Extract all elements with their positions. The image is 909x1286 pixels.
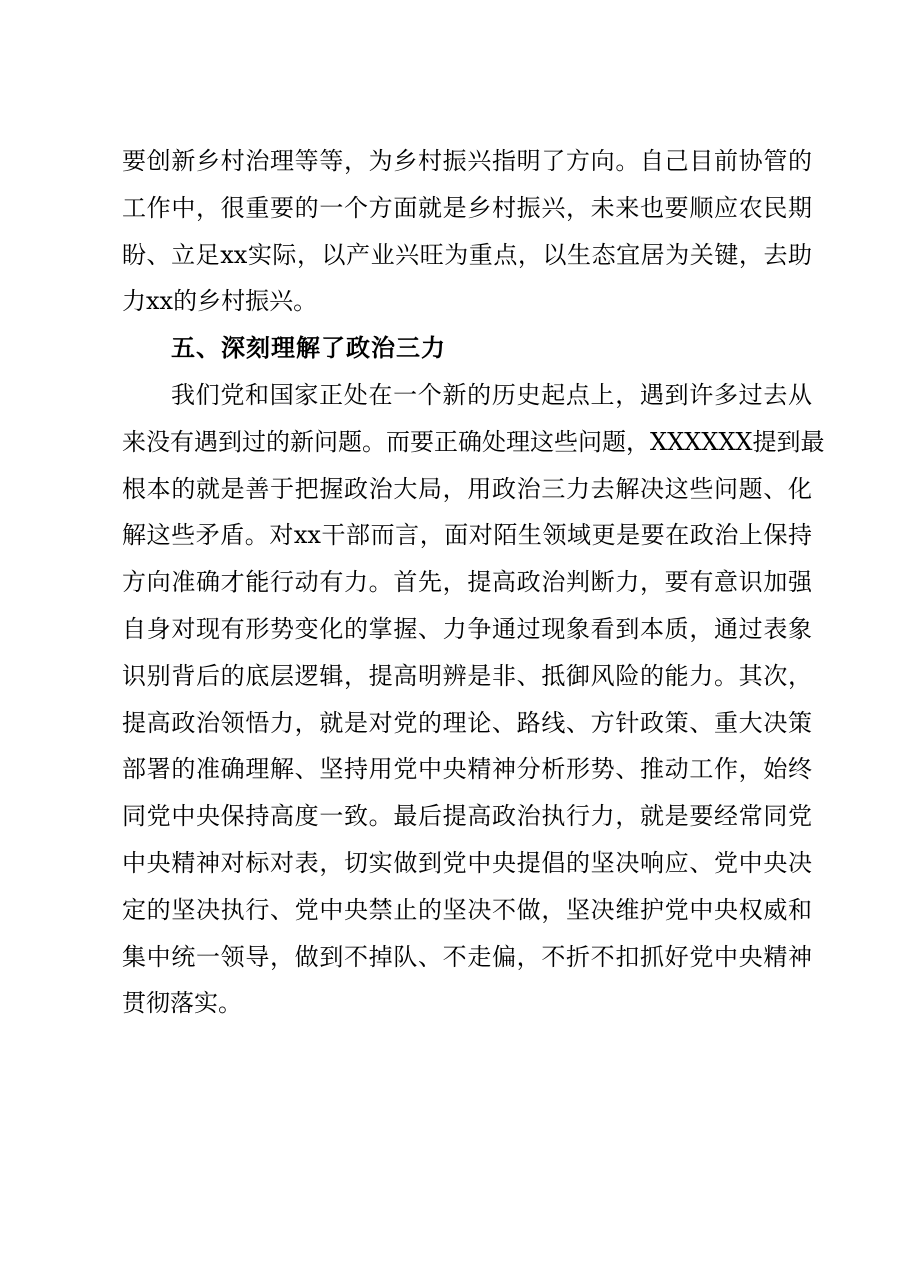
paragraph-line: 方向准确才能行动有力。首先，提高政治判断力，要有意识加强 [122, 568, 812, 597]
paragraph-line: 工作中，很重要的一个方面就是乡村振兴，未来也要顺应农民期 [122, 193, 812, 222]
paragraph-line: 盼、立足xx实际，以产业兴旺为重点，以生态宜居为关键，去助 [122, 240, 812, 269]
paragraph-line: 集中统一领导，做到不掉队、不走偏，不折不扣抓好党中央精神 [122, 942, 812, 971]
paragraph-line: 来没有遇到过的新问题。而要正确处理这些问题，XXXXXX提到最 [122, 427, 825, 456]
paragraph-line: 要创新乡村治理等等，为乡村振兴指明了方向。自己目前协管的 [122, 147, 812, 175]
document-body [122, 138, 825, 1027]
paragraph-line: 根本的就是善于把握政治大局，用政治三力去解决这些问题、化 [122, 474, 812, 503]
paragraph-line: 中央精神对标对表，切实做到党中央提倡的坚决响应、党中央决 [122, 848, 812, 877]
paragraph-line: 自身对现有形势变化的掌握、力争通过现象看到本质，通过表象 [122, 614, 812, 643]
paragraph-line: 识别背后的底层逻辑，提高明辨是非、抵御风险的能力。其次， [122, 661, 812, 690]
paragraph-line: 提高政治领悟力，就是对党的理论、路线、方针政策、重大决策 [122, 708, 812, 737]
paragraph-line: 力xx的乡村振兴。 [122, 287, 318, 316]
paragraph-line: 贯彻落实。 [122, 989, 242, 1018]
paragraph-line: 定的坚决执行、党中央禁止的坚决不做，坚决维护党中央权威和 [122, 895, 812, 924]
paragraph-line: 部署的准确理解、坚持用党中央精神分析形势、推动工作，始终 [122, 755, 812, 784]
paragraph-line: 解这些矛盾。对xx干部而言，面对陌生领域更是要在政治上保持 [122, 521, 812, 550]
paragraph-line: 我们党和国家正处在一个新的历史起点上，遇到许多过去从 [171, 380, 812, 409]
section-heading: 五、深刻理解了政治三力 [171, 334, 446, 363]
paragraph-line: 同党中央保持高度一致。最后提高政治执行力，就是要经常同党 [122, 802, 812, 831]
